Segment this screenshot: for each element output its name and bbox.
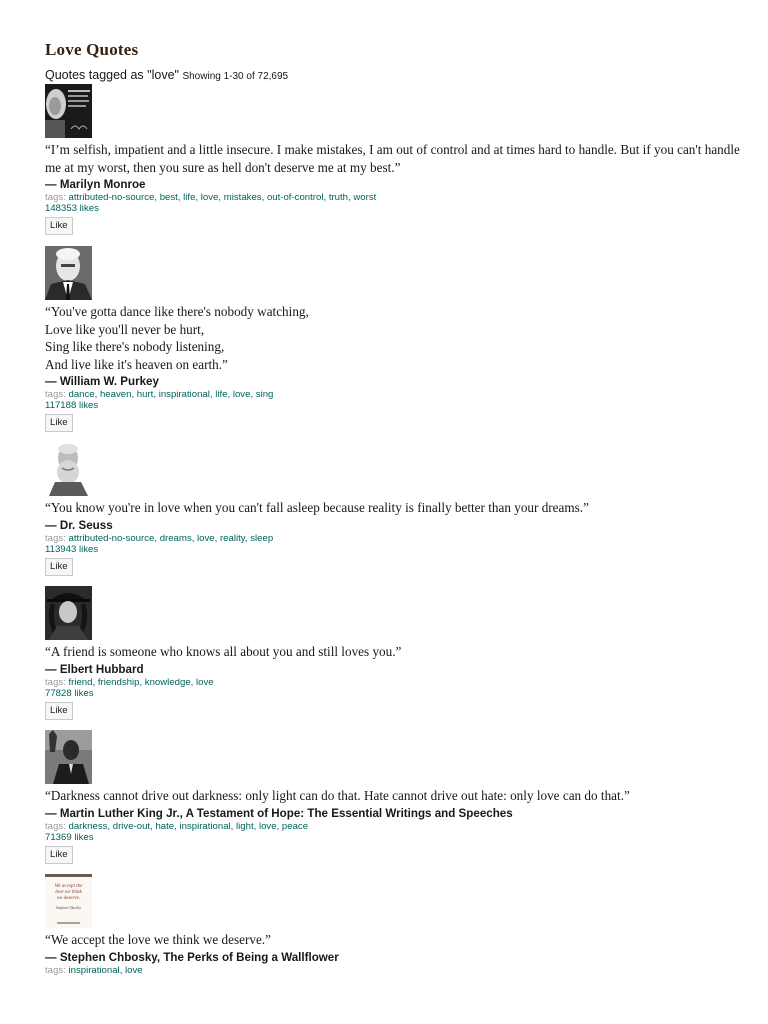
author-photo-link[interactable] xyxy=(45,874,92,928)
tag-link[interactable]: knowledge xyxy=(144,676,191,688)
tag-link[interactable]: friendship xyxy=(97,676,140,688)
tag-link[interactable]: attributed-no-source xyxy=(68,192,155,203)
page-subtitle xyxy=(45,67,745,83)
tags-label: tags: xyxy=(45,964,66,976)
tags-label: tags: xyxy=(45,532,66,544)
card-line-1: We accept the xyxy=(54,884,83,889)
tag-link[interactable]: attributed-no-source xyxy=(68,532,155,544)
likes-count[interactable]: 148353 likes xyxy=(45,203,99,214)
tag-link[interactable]: drive-out xyxy=(112,820,151,832)
quote-tags: tags: dance, heaven, hurt, inspirational, life, love, sing xyxy=(45,389,274,400)
quote-text: “A friend is someone who knows all about you and still loves you.” xyxy=(45,644,402,659)
quote-text: “You know you're in love when you can't fall asleep because reality is finally better than your dreams.” xyxy=(45,500,589,515)
quote-text: “Darkness cannot drive out darkness: only light can do that. Hate cannot drive out hate: only love can do that.” xyxy=(45,788,630,803)
tag-link[interactable]: love xyxy=(196,676,214,688)
portrait-purkey-icon xyxy=(45,246,92,300)
card-line-4: Stephen Chbosky xyxy=(55,906,82,910)
tag-link[interactable]: inspirational xyxy=(68,964,120,976)
quote-tags: tags: friend, friendship, knowledge, love xyxy=(45,676,214,688)
author-photo-link[interactable] xyxy=(45,442,92,496)
tag-link[interactable]: love xyxy=(232,389,251,400)
tag-link[interactable]: peace xyxy=(281,820,309,832)
tag-link[interactable]: love xyxy=(197,532,215,544)
quotes-page xyxy=(45,38,745,976)
quote-item xyxy=(45,442,589,576)
quote-author[interactable]: ― Martin Luther King Jr., A Testament of Hope: The Essential Writings and Speeches xyxy=(45,806,513,820)
like-button[interactable]: Like xyxy=(45,558,73,576)
like-button[interactable]: Like xyxy=(45,846,73,864)
tag-link[interactable]: heaven xyxy=(99,389,132,400)
tags-label: tags: xyxy=(45,389,66,400)
tags-label: tags: xyxy=(45,676,66,688)
quote-text: “I’m selfish, impatient and a little insecure. I make mistakes, I am out of control and at times hard to handle. But if you can't handle me at my worst, then you sure as hell don't deserve me at my best.” xyxy=(45,142,740,175)
tag-link[interactable]: best xyxy=(159,192,178,203)
quote-card-chbosky-icon xyxy=(45,874,92,928)
like-button[interactable]: Like xyxy=(45,414,73,432)
tag-link[interactable]: hate xyxy=(155,820,175,832)
tag-link[interactable]: inspirational xyxy=(179,820,231,832)
quote-item xyxy=(45,730,630,864)
tags-label: tags: xyxy=(45,192,66,203)
quote-author[interactable]: ― William W. Purkey xyxy=(45,375,159,388)
author-photo-link[interactable] xyxy=(45,730,92,784)
quote-item xyxy=(45,84,745,235)
tag-link[interactable]: friend xyxy=(68,676,93,688)
quote-item xyxy=(45,246,309,432)
likes-count[interactable]: 113943 likes xyxy=(45,543,99,555)
tag-link[interactable]: dance xyxy=(68,389,95,400)
portrait-monroe-icon xyxy=(45,84,92,138)
author-photo-link[interactable] xyxy=(45,586,92,640)
tag-link[interactable]: reality xyxy=(219,532,245,544)
tag-heading: Quotes tagged as "love" xyxy=(45,68,179,82)
quote-item xyxy=(45,874,339,976)
quote-author[interactable]: ― Elbert Hubbard xyxy=(45,662,144,676)
tag-link[interactable]: darkness xyxy=(68,820,108,832)
portrait-seuss-icon xyxy=(45,442,92,496)
quote-tags: tags: darkness, drive-out, hate, inspirational, light, love, peace xyxy=(45,820,309,832)
portrait-king-icon xyxy=(45,730,92,784)
quote-tags: tags: attributed-no-source, best, life, love, mistakes, out-of-control, truth, worst xyxy=(45,192,377,203)
tag-link[interactable]: truth xyxy=(328,192,349,203)
tag-link[interactable]: inspirational xyxy=(158,389,210,400)
tag-link[interactable]: sleep xyxy=(250,532,274,544)
tag-link[interactable]: life xyxy=(215,389,228,400)
like-button[interactable]: Like xyxy=(45,217,73,235)
likes-count[interactable]: 117188 likes xyxy=(45,400,99,411)
likes-count[interactable]: 77828 likes xyxy=(45,687,94,699)
author-photo-link[interactable] xyxy=(45,246,92,300)
tag-link[interactable]: dreams xyxy=(159,532,192,544)
likes-count[interactable]: 71369 likes xyxy=(45,831,94,843)
quote-author[interactable]: ― Dr. Seuss xyxy=(45,518,113,532)
tag-link[interactable]: worst xyxy=(353,192,377,203)
tag-link[interactable]: love xyxy=(125,964,143,976)
tag-link[interactable]: sing xyxy=(255,389,274,400)
tag-link[interactable]: light xyxy=(236,820,254,832)
author-photo-link[interactable] xyxy=(45,84,92,138)
tag-link[interactable]: life xyxy=(183,192,196,203)
tag-link[interactable]: love xyxy=(200,192,219,203)
quote-author[interactable]: ― Stephen Chbosky, The Perks of Being a Wallflower xyxy=(45,950,339,964)
card-line-2: love we think xyxy=(55,890,82,895)
tag-link[interactable]: hurt xyxy=(136,389,154,400)
tag-link[interactable]: mistakes xyxy=(223,192,262,203)
result-count: Showing 1-30 of 72,695 xyxy=(182,71,289,82)
quote-tags: tags: inspirational, love xyxy=(45,964,143,976)
tag-link[interactable]: out-of-control xyxy=(266,192,324,203)
like-button[interactable]: Like xyxy=(45,702,73,720)
tags-label: tags: xyxy=(45,820,66,832)
card-line-3: we deserve. xyxy=(56,896,81,901)
quote-tags: tags: attributed-no-source, dreams, love, reality, sleep xyxy=(45,532,274,544)
quote-item xyxy=(45,586,401,720)
page-title: Love Quotes xyxy=(45,40,139,59)
tag-link[interactable]: love xyxy=(258,820,277,832)
quote-text: “You've gotta dance like there's nobody watching, Love like you'll never be hurt, Sing like there's nobody listening, And live like it's heaven on earth.” xyxy=(45,304,309,372)
quote-author[interactable]: ― Marilyn Monroe xyxy=(45,178,146,191)
quote-text: “We accept the love we think we deserve.” xyxy=(45,932,271,947)
portrait-hubbard-icon xyxy=(45,586,92,640)
